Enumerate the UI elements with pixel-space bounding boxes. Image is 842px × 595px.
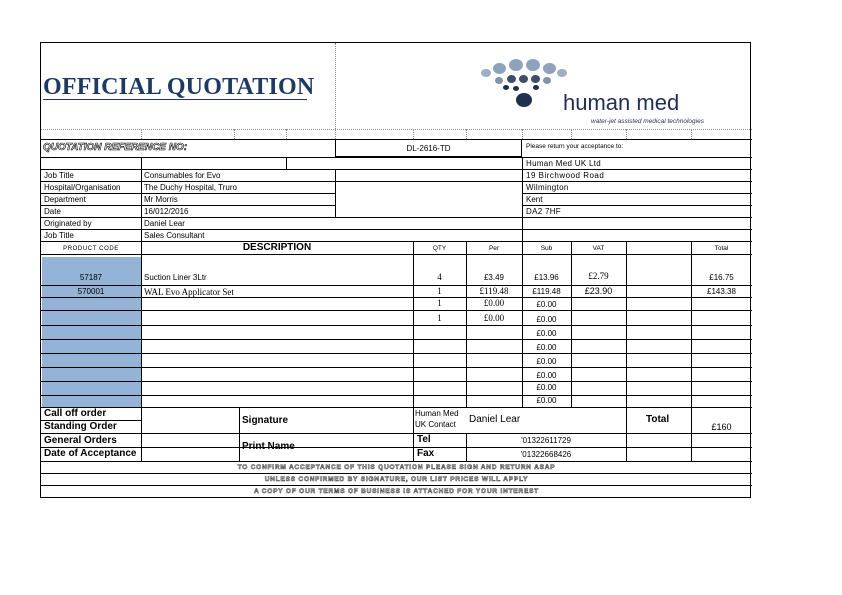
row-6-sub: £0.00 [536, 343, 557, 352]
col-header-vat: VAT [592, 245, 605, 252]
return-address-line-2: 19 Birchwood Road [526, 171, 605, 180]
row-3-sub: £0.00 [536, 300, 557, 309]
department-label: Department [44, 195, 86, 204]
header-divider [335, 43, 336, 129]
hospital-label: Hospital/Organisation [44, 183, 121, 192]
return-address-line-5: DA2 7HF [526, 207, 561, 216]
row-8-sub: £0.00 [536, 371, 557, 380]
col-header-qty: QTY [432, 245, 447, 252]
title-underline [43, 99, 307, 100]
general-orders-label: General Orders [44, 435, 117, 446]
row-4-sub: £0.00 [536, 315, 557, 324]
footer-line-2: UNLESS CONFIRMED BY SIGNATURE, OUR LIST PRICES WILL APPLY [264, 476, 529, 483]
date-value: 16/012/2016 [144, 207, 189, 216]
signature-label: Signature [242, 415, 289, 426]
row-7-sub: £0.00 [536, 357, 557, 366]
fax-label: Fax [417, 448, 435, 459]
col-header-product-code: PRODUCT CODE [63, 246, 119, 252]
quotation-sheet [40, 42, 751, 498]
row-2-qty: 1 [437, 286, 442, 296]
contact-label-2: UK Contact [415, 420, 456, 429]
footer-line-3: A COPY OF OUR TERMS OF BUSINESS IS ATTACHED FOR YOUR INTEREST [253, 488, 540, 495]
job-title2-value: Sales Consultant [144, 231, 205, 240]
originated-label: Originated by [44, 219, 92, 228]
row-1-qty: 4 [437, 272, 442, 282]
row-1-description: Suction Liner 3Ltr [144, 273, 207, 282]
grand-total-label: Total [646, 414, 670, 425]
originated-value: Daniel Lear [144, 219, 185, 228]
human-med-logo [481, 57, 751, 127]
contact-name: Daniel Lear [469, 414, 521, 425]
row-1-sub: £13.96 [534, 273, 559, 282]
date-of-acceptance-label: Date of Acceptance [44, 448, 137, 459]
row-4-qty: 1 [437, 313, 442, 323]
row-9-sub: £0.00 [536, 383, 557, 392]
document-title: OFFICIAL QUOTATION [43, 74, 315, 100]
return-address-heading: Please return your acceptance to: [526, 143, 624, 150]
row-5-sub: £0.00 [536, 329, 557, 338]
return-address-line-4: Kent [526, 195, 543, 204]
quotation-reference-value: DL-2616-TD [406, 144, 451, 153]
col-header-description: DESCRIPTION [242, 242, 312, 253]
fax-value: '01322668426 [520, 450, 572, 459]
row-3-per: £0.00 [483, 298, 505, 308]
logo-wordmark: human med [563, 90, 680, 115]
row-3-qty: 1 [437, 298, 442, 308]
footer-line-1: TO CONFIRM ACCEPTANCE OF THIS QUOTATION PLEASE SIGN AND RETURN ASAP [237, 464, 556, 471]
job-title-value: Consumables for Evo [144, 171, 221, 180]
row-2-sub: £119.48 [532, 287, 561, 296]
department-value: Mr Morris [144, 195, 178, 204]
print-name-label: Print Name [242, 441, 295, 452]
row-1-code: 57187 [79, 273, 103, 282]
date-label: Date [44, 207, 61, 216]
quotation-reference-box [335, 139, 522, 157]
row-2-vat: £23.90 [584, 286, 613, 296]
job-title2-label: Job Title [44, 231, 74, 240]
col-header-total: Total [714, 245, 729, 252]
tel-label: Tel [417, 434, 431, 445]
col-header-per: Per [488, 245, 500, 252]
row-11-sub: £0.00 [536, 396, 557, 405]
return-address-line-3: Wilmington [526, 183, 569, 192]
row-2-total: £143.38 [707, 287, 736, 296]
row-2-description: WAL Evo Applicator Set [144, 287, 234, 297]
row-1-vat: £2.79 [588, 271, 609, 281]
tel-value: '01322611729 [521, 436, 571, 445]
row-4-per: £0.00 [483, 313, 505, 323]
contact-label-1: Human Med [415, 409, 459, 418]
hospital-value: The Duchy Hospital, Truro [144, 183, 237, 192]
col-header-sub: Sub [540, 245, 553, 252]
job-title-label: Job Title [44, 171, 74, 180]
row-1-per: £3.49 [483, 273, 505, 282]
grand-total-value: £160 [711, 422, 732, 432]
row-2-code: 570001 [77, 287, 105, 296]
quotation-reference-label: QUOTATION REFERENCE NO: [43, 142, 188, 153]
logo-tagline: water-jet assisted medical technologies [591, 118, 704, 125]
standing-order-label: Standing Order [44, 421, 117, 432]
row-2-per: £119.48 [479, 286, 509, 296]
call-off-order-label: Call off order [44, 408, 107, 419]
return-address-line-1: Human Med UK Ltd [526, 159, 602, 168]
row-1-total: £16.75 [709, 273, 734, 282]
